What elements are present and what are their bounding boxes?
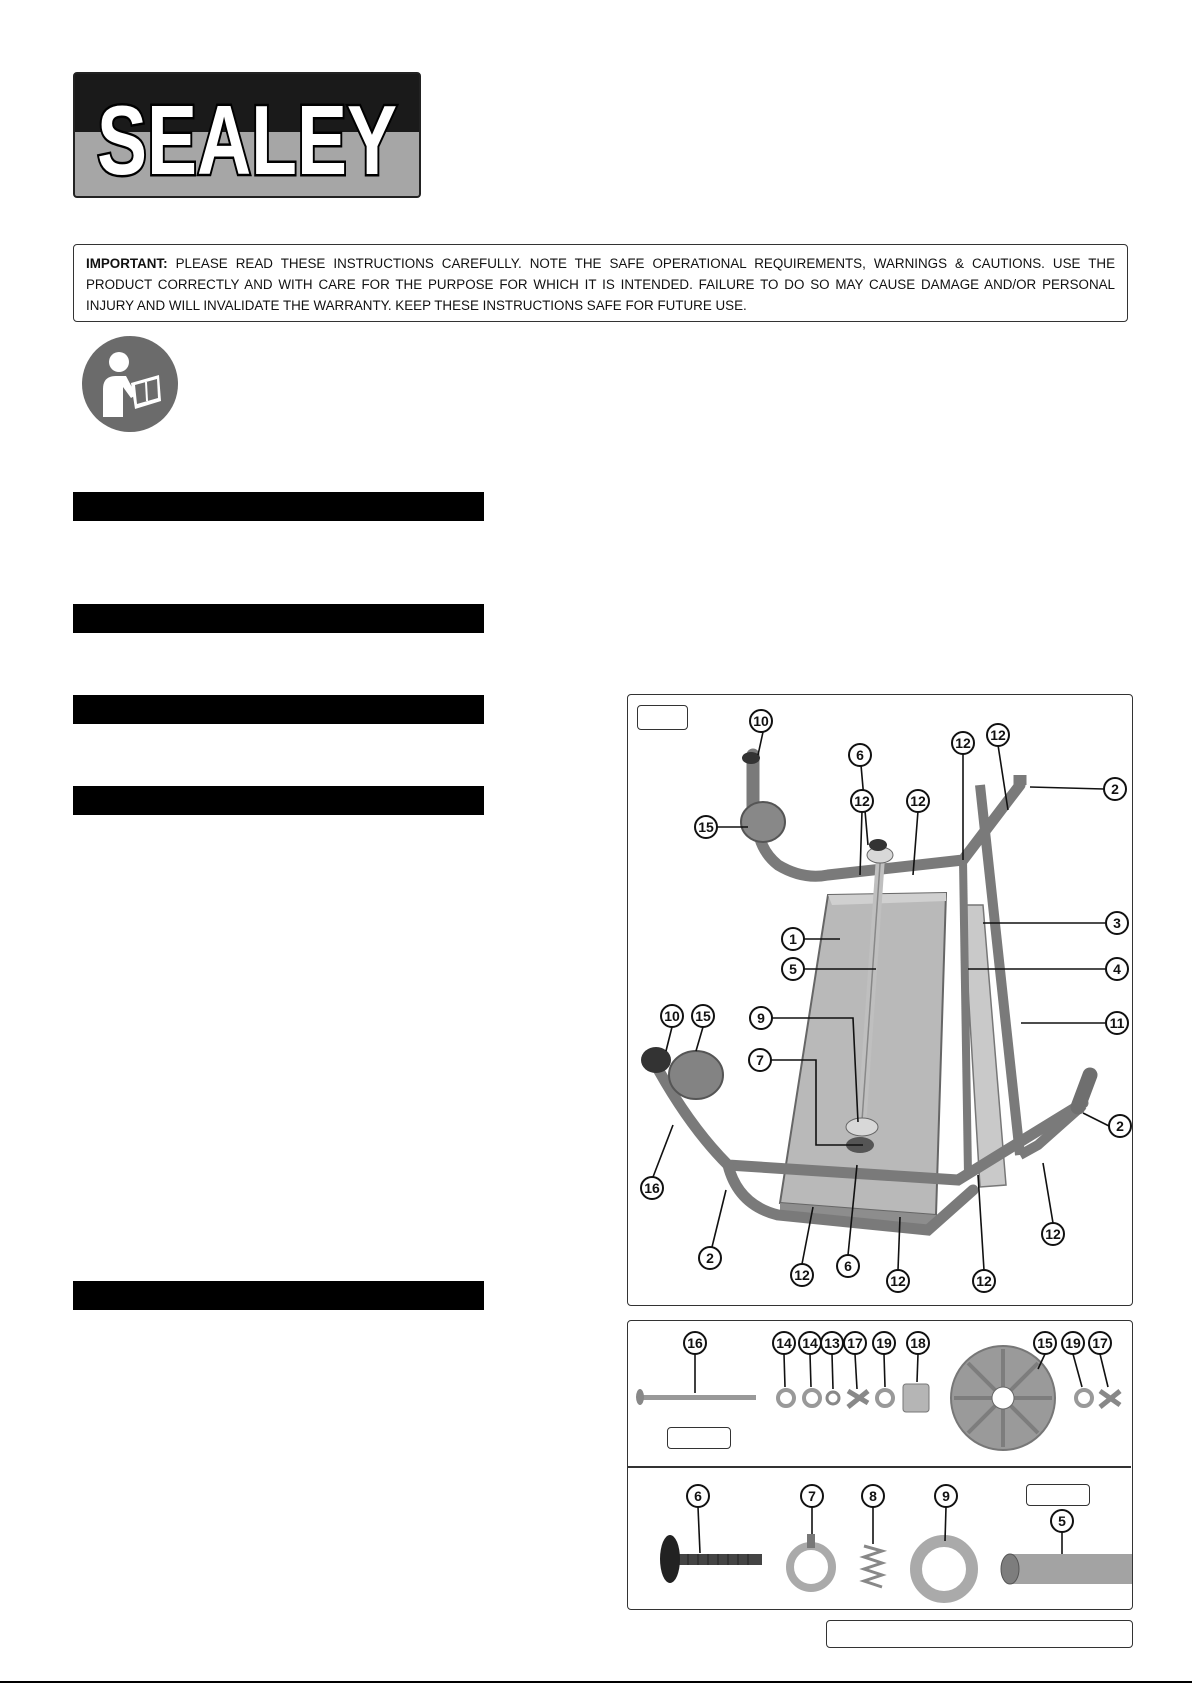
svg-text:12: 12 [890,1273,906,1289]
callout-12-a [952,732,974,754]
callout-10-left [661,1005,683,1027]
bottom-rule [0,1681,1192,1683]
section-bar-3 [73,695,484,724]
callout-16-f2 [684,1332,706,1354]
callout-17-a-f2 [844,1332,866,1354]
callout-5 [782,958,804,980]
svg-text:7: 7 [808,1488,816,1504]
callout-16 [641,1177,663,1199]
svg-text:14: 14 [776,1335,792,1351]
svg-text:7: 7 [756,1052,764,1068]
svg-text:12: 12 [976,1273,992,1289]
callout-12-f [791,1264,813,1286]
sealey-logo [73,72,421,198]
svg-text:3: 3 [1113,915,1121,931]
callout-6-bottom [837,1255,859,1277]
figure-1-panel [627,694,1133,1306]
callout-8-f2 [862,1485,884,1507]
callout-6-f2 [687,1485,709,1507]
callout-18-f2 [907,1332,929,1354]
svg-text:1: 1 [789,931,797,947]
important-notice [73,244,1128,322]
callout-1 [782,928,804,950]
svg-text:13: 13 [824,1335,840,1351]
callout-15-left [692,1005,714,1027]
section-bar-5 [73,1281,484,1310]
callout-7 [749,1049,771,1071]
callout-12-e [1042,1223,1064,1245]
sealey-logo-mark [75,74,419,196]
svg-text:6: 6 [856,747,864,763]
read-manual-icon [81,335,179,433]
callout-11 [1106,1012,1128,1034]
svg-text:17: 17 [847,1335,863,1351]
svg-text:5: 5 [1058,1513,1066,1529]
svg-text:16: 16 [644,1180,660,1196]
svg-text:12: 12 [910,793,926,809]
svg-text:10: 10 [753,713,769,729]
svg-text:2: 2 [1116,1118,1124,1134]
svg-text:12: 12 [794,1267,810,1283]
svg-text:12: 12 [955,735,971,751]
svg-text:6: 6 [694,1488,702,1504]
svg-text:12: 12 [854,793,870,809]
svg-text:14: 14 [802,1335,818,1351]
svg-text:6: 6 [844,1258,852,1274]
svg-text:9: 9 [757,1010,765,1026]
callout-15-top [695,816,717,838]
callout-12-d [907,790,929,812]
svg-text:19: 19 [1065,1335,1081,1351]
svg-text:12: 12 [990,727,1006,743]
figure-1-callouts [628,695,1134,1307]
important-label: IMPORTANT: [86,256,168,271]
svg-text:8: 8 [869,1488,877,1504]
callout-10-top [750,710,772,732]
svg-text:15: 15 [698,819,714,835]
svg-text:11: 11 [1109,1015,1125,1031]
caption-box [826,1620,1133,1648]
section-bar-1 [73,492,484,521]
callout-2-right [1109,1115,1131,1137]
figure-2-panel [627,1320,1133,1610]
section-bar-2 [73,604,484,633]
callout-12-h [973,1270,995,1292]
callout-9 [750,1007,772,1029]
callout-9-f2 [935,1485,957,1507]
callout-2-bottom [699,1247,721,1269]
callout-3 [1106,912,1128,934]
callout-4 [1106,958,1128,980]
callout-19-a-f2 [873,1332,895,1354]
svg-text:15: 15 [695,1008,711,1024]
callout-12-b [987,724,1009,746]
svg-text:12: 12 [1045,1226,1061,1242]
svg-text:18: 18 [910,1335,926,1351]
callout-14-a-f2 [773,1332,795,1354]
svg-text:2: 2 [1111,781,1119,797]
svg-text:17: 17 [1092,1335,1108,1351]
callout-14-b-f2 [799,1332,821,1354]
callout-17-b-f2 [1089,1332,1111,1354]
callout-2-top [1104,778,1126,800]
callout-5-f2 [1051,1510,1073,1532]
svg-text:10: 10 [664,1008,680,1024]
callout-12-c [851,790,873,812]
callout-6-top [849,744,871,766]
callout-19-b-f2 [1062,1332,1084,1354]
svg-text:SEALEY: SEALEY [97,85,397,195]
svg-text:2: 2 [706,1250,714,1266]
svg-text:19: 19 [876,1335,892,1351]
svg-text:4: 4 [1113,961,1121,977]
important-text: PLEASE READ THESE INSTRUCTIONS CAREFULLY. NOTE THE SAFE OPERATIONAL REQUIREMENTS, WARNINGS & CAUTIONS. USE THE PRODUCT CORRECTLY AND WITH CARE FOR THE PURPOSE FOR WHICH IT IS INTENDED. FAILURE TO DO SO MAY CAUSE DAMAGE AND/OR PERSONAL INJURY AND WILL INVALIDATE THE WARRANTY. KEEP THESE INSTRUCTIONS SAFE FOR FUTURE USE. [86,256,1115,313]
callout-7-f2 [801,1485,823,1507]
svg-text:9: 9 [942,1488,950,1504]
section-bar-4 [73,786,484,815]
svg-text:16: 16 [687,1335,703,1351]
svg-text:15: 15 [1037,1335,1053,1351]
figure-2-callouts [628,1321,1134,1611]
callout-15-f2 [1034,1332,1056,1354]
callout-12-g [887,1270,909,1292]
svg-text:5: 5 [789,961,797,977]
callout-13-f2 [821,1332,843,1354]
